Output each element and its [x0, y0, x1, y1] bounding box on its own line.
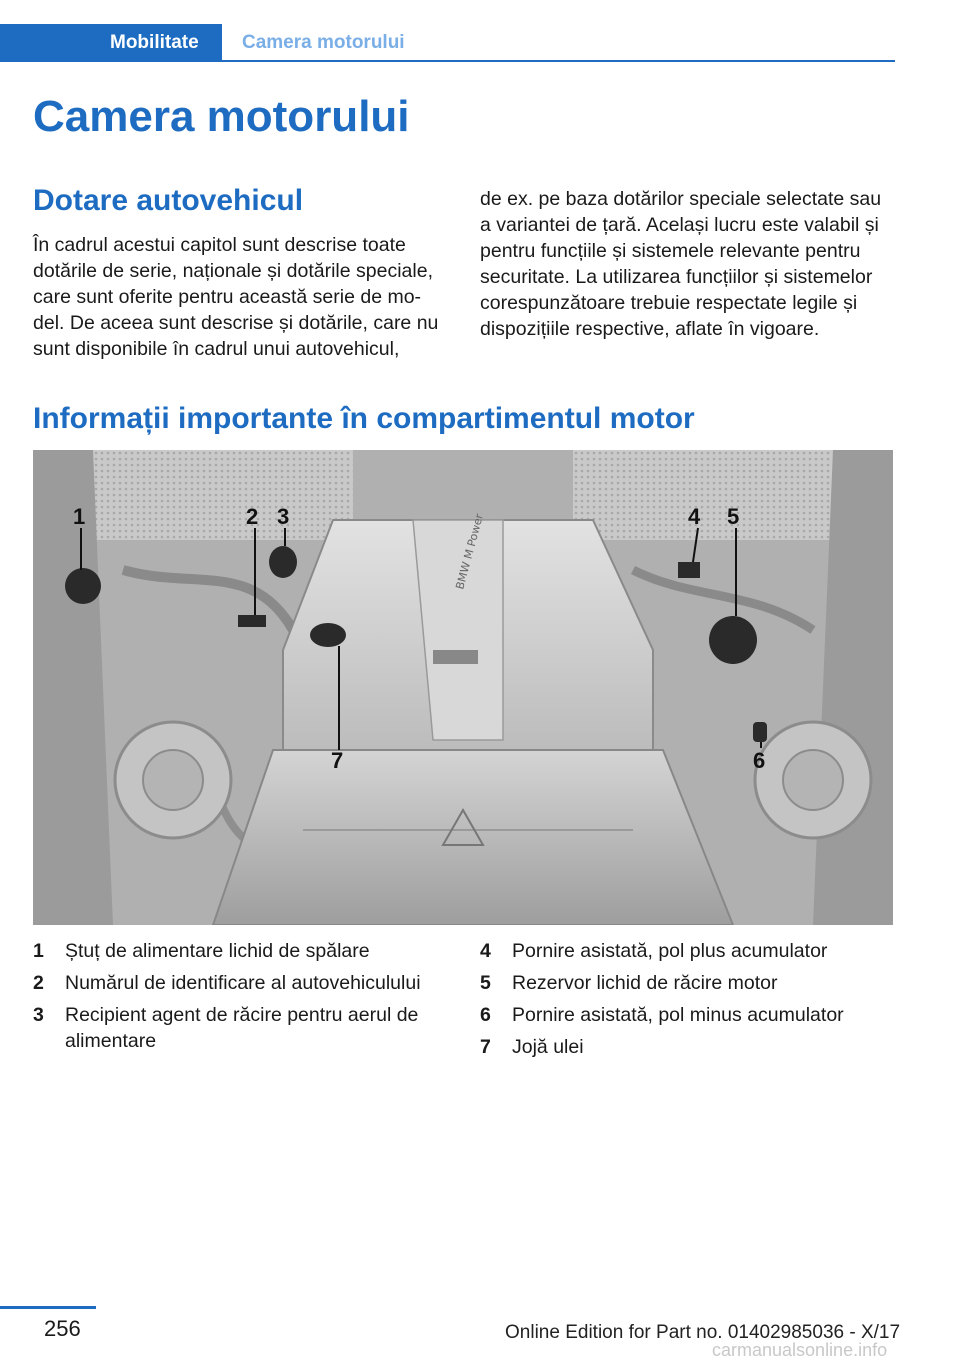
- legend-item: [33, 938, 453, 964]
- callout-7: 7: [331, 748, 344, 773]
- edition-footer: Online Edition for Part no. 01402985036 - X/17: [505, 1322, 901, 1343]
- callout-3: 3: [277, 504, 290, 529]
- paragraph-right: de ex. pe baza dotărilor speciale selectate sau a variantei de țară. Același lucru este valabil și pentru funcțiile și sistemele relevante pentru securitate. La utilizarea funcțiilor și sistemelor corespunzătoare trebuie respectate legile și dispozițiile respective, aflate în vigoare.: [480, 188, 882, 340]
- legend-num: 5: [480, 972, 491, 994]
- legend-text: Rezervor lichid de răcire motor: [512, 972, 778, 994]
- page-number: 256: [44, 1316, 81, 1341]
- legend-item: [33, 970, 453, 996]
- header-rule: [0, 60, 895, 62]
- legend-text: Joјă ulei: [512, 1036, 584, 1058]
- engine-cover-text: BMW M Power: [453, 512, 486, 591]
- page-title: Camera motorului: [33, 92, 410, 141]
- legend-right: [480, 938, 900, 1066]
- watermark: carmanualsonline.info: [712, 1340, 888, 1360]
- legend-item: [33, 1002, 453, 1054]
- callout-4: 4: [688, 504, 701, 529]
- legend-num: 4: [480, 940, 491, 962]
- legend-item: [480, 938, 900, 964]
- paragraph-left: În cadrul acestui capitol sunt descrise toate dotările de serie, naționale și dotările speciale, care sunt oferite pentru această serie de mo‐del. De aceea sunt descrise și dotările, care nu sunt disponibile în cadrul unui autovehicul,: [33, 234, 439, 360]
- legend-text: Ștuț de alimentare lichid de spălare: [65, 940, 370, 962]
- legend-num: 6: [480, 1004, 491, 1026]
- legend-text: Numărul de identificare al autovehiculului: [65, 972, 421, 994]
- callout-6: 6: [753, 748, 766, 773]
- legend-num: 7: [480, 1036, 491, 1058]
- section-heading-info: Informații importante în compartimentul motor: [33, 402, 695, 435]
- engine-compartment-figure: [33, 450, 893, 925]
- legend-item: [480, 1034, 900, 1060]
- legend-text: Pornire asistată, pol plus acumulator: [512, 940, 828, 962]
- legend-text: Recipient agent de răcire pentru aerul de alimentare: [65, 1004, 419, 1052]
- legend-num: 3: [33, 1004, 44, 1026]
- legend-num: 2: [33, 972, 44, 994]
- header-section-tab[interactable]: Mobilitate: [0, 24, 222, 62]
- callout-1: 1: [73, 504, 86, 529]
- engine-illustration: [33, 450, 893, 925]
- callout-2: 2: [246, 504, 259, 529]
- legend-text: Pornire asistată, pol minus acumulator: [512, 1004, 844, 1026]
- callout-5: 5: [727, 504, 740, 529]
- legend-left: [33, 938, 453, 1060]
- page-number-rule: [0, 1306, 96, 1309]
- section-heading-dotare: Dotare autovehicul: [33, 184, 304, 217]
- legend-num: 1: [33, 940, 44, 962]
- legend-item: [480, 1002, 900, 1028]
- header-chapter-crumb[interactable]: Camera motorului: [242, 32, 405, 53]
- legend-item: [480, 970, 900, 996]
